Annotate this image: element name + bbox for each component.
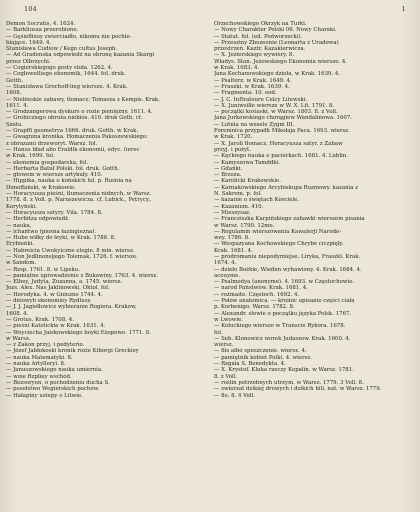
text-line: Erybieńki. <box>6 241 35 248</box>
text-line: biające. 1649. 4. <box>6 39 52 46</box>
text-line: w Lwowie. <box>214 316 244 323</box>
text-line: — dzieło Bożkie, Wieden wyhawiony. 4. Krak. 1684. 4. <box>214 266 362 273</box>
text-line: w Krak. 1720. <box>214 134 253 141</box>
text-line: — nauka Matematyki. 8. <box>6 354 73 361</box>
text-line: — Horacyusza satyry. Vila. 1784. 8. <box>6 209 103 216</box>
text-line: przez Olbrzychi. <box>6 58 51 65</box>
text-line: — Nowy Charakter Polski 06. Nowy Charaki. <box>214 27 337 34</box>
text-line: 1778. 8. z Voll. p. Naruszewicza. cf. Lubick., Petrycy., <box>6 197 152 204</box>
text-line: — Józef Jabłokoski kronik rózie Kiborgi Greckiey <box>6 348 139 355</box>
text-line: przyj. i pożyt. <box>214 146 251 153</box>
text-line: — Karnakowskiego Arcybiskupa Rozmowy. kazania z <box>214 184 359 191</box>
text-line: — Lutnia na wesele Zygm III. <box>214 121 295 128</box>
text-line: — Francziszka Karpińskiego zabawki wierszem pisania <box>214 216 365 223</box>
text-line: Jana Kochanowskiego dzieła, w Krak. 1639. 4. <box>214 71 341 78</box>
text-line: — Psalterz. w Krak. 1649. 4. <box>214 77 292 84</box>
text-line: w Sandom. <box>6 260 37 267</box>
text-line: p. Korbenigo. Warsz. 1782. 8. <box>214 304 295 311</box>
text-line: — Połów anatomica. — kroinic opisanie części ciała <box>214 298 355 305</box>
text-line: — Grotus. Krak. 1708. 4. <box>6 316 74 323</box>
text-line: Władys. Stan. Jeżowskiego Ekonomia wiersze. 4. <box>214 58 347 65</box>
text-line: — Rzsp. 1761. 8. w Lipsku. <box>6 266 80 273</box>
text-line: — Elbey, Judyta, Zuzanna, a. 1745. wiersz. <box>6 279 123 286</box>
text-line: Orzechowskiego Okrzyk na Turki. <box>214 21 307 27</box>
text-line: — pieśni Katolickie w Krak. 1631. 4. <box>6 323 106 330</box>
text-line: — Januszowskiego nauka umiernia. <box>6 367 103 374</box>
text-line: — Herodyka. 4. w Gniezno 1744. 4. <box>6 291 103 298</box>
text-line: — Hippika, nauka o końskich fol. p. Ruśnia na <box>6 178 132 185</box>
text-line: — Barkliusza przerobione. <box>6 27 79 34</box>
right-column <box>214 21 416 399</box>
text-line: — narod Państwów. Krak. 1681. 4. <box>214 285 308 292</box>
text-line: — woie Rzpliey wschód. <box>6 373 72 380</box>
text-line: Jozs. Alex. Nas Jaklinowski, Oktol. fol. <box>6 285 110 292</box>
text-line: — X. Juniwsiłłe wiersze w W. X. Lit. 1791. 8. <box>214 102 335 109</box>
text-columns <box>6 21 416 399</box>
text-line: — Herbitza odpowiedź. <box>6 216 70 223</box>
text-line: 1608. 4. <box>6 310 29 317</box>
text-line: — Herbarta Batuł Polski. fol. druk. Gotth. <box>6 165 120 172</box>
text-line: w Krak. 1683. 4. <box>214 65 260 72</box>
text-line: Korytyński. <box>6 203 37 210</box>
text-line: — Hanus bład abo Eraldik ekonomii, edyc. (ierec <box>6 146 140 153</box>
text-line: — Przesziny Zbozeonie (Leonarta z Uradowa) <box>214 39 339 46</box>
text-line: wiersz. <box>214 342 234 349</box>
text-line: Gotth. <box>6 77 24 84</box>
text-line: Szotu. <box>6 121 24 128</box>
text-line: — posełstwo Wegierskich pochów. <box>6 386 100 393</box>
text-line: 1611. 4. <box>6 102 29 109</box>
text-line: Jana Jurkowskiego chorągiew Wandalinowa. 1607. <box>214 115 352 122</box>
text-line: w Krak. 1699. fol. <box>6 153 55 160</box>
text-line: — Karolicki Krakowskie. <box>214 178 281 185</box>
text-line: — Gęśieflixoy zwierciadło, nikomu nie pochle- <box>6 33 132 40</box>
text-line: 8. z Voll. <box>214 373 238 380</box>
text-line: — Gwagnina kronika. Homaczenia Pakoszewskiego: <box>6 134 148 141</box>
text-line: — Kazaniem. 410. <box>214 203 264 210</box>
text-line: — Stanisława Grochoff-lieg wiersze. 4. Krak. <box>6 83 128 90</box>
text-line: — Cogierskiegogo gosty stoła. 1262. 4. <box>6 65 113 72</box>
text-line: — Hałapiny ustepy o Litwie. <box>6 392 83 399</box>
text-line: 1674. 4. <box>214 260 237 267</box>
text-line: — ichańtwo (piosna łazingiezna). <box>6 228 97 235</box>
text-line: — Fragmenta. 10. eod. <box>214 90 277 97</box>
text-line: — prodromaniu niepodymiejse. Liryka, Fraszki. Krak. <box>214 253 361 260</box>
text-line: — Bezsoryon, o pochodzeniu ducha S. <box>6 379 110 386</box>
text-line: — Kołuckiego wiersze w Transcie Rykora. 1678. <box>214 323 346 330</box>
page-header <box>6 3 416 15</box>
header-left-mark: 104 <box>24 5 38 13</box>
text-line: — Alexandr. słowie o początku języka Polsk. 1767. <box>214 310 352 317</box>
text-line: Krak. 1681. 4. <box>214 247 253 254</box>
text-line: — Mieszysaz. <box>214 209 251 216</box>
text-line: — Kęckiego nauka o pacierkach. 1681. 4. Lublin. <box>214 153 348 160</box>
text-line: — Cegłowetliego ekonomik, 1644. fol. druk. <box>6 71 126 78</box>
text-line: — J. J. Jagiełłowicz wybieranie Rogiera. Krakow, <box>6 304 137 311</box>
text-line: — Habreicia Uwokyiczne elegie. 8 min. wiersz. <box>6 247 135 254</box>
text-line: — z Zakon przyj. i pedyterio. <box>6 342 85 349</box>
text-line: — Seb. Klonowicz worek Judaszow. Krak. 1600. 4. <box>214 335 351 342</box>
text-line: — Horacyusza pieśni, tłumaczenia nidnych, w Warsz. <box>6 191 152 198</box>
text-line: wey. 1786. 8. <box>214 235 250 242</box>
text-line: — Statut. fol. (ed. Podworzeckí). <box>214 33 303 40</box>
text-line: — flis albo spuszczenie. wiersz. 4. <box>214 348 307 355</box>
text-line: acouyme. <box>214 272 241 279</box>
text-line: — głowem w wiersze artykuły. 410. <box>6 172 103 179</box>
text-line: — nauka Artylleryi. 8. <box>6 361 66 368</box>
text-line: — zwierzat dzikiej drowych i dzikich hili. nat. w Warsz. 1779. <box>214 386 382 393</box>
text-line: — pamiętne uprowadzenie z Bukowiny. 1763. 4. wiersz. <box>6 272 158 279</box>
text-line: — Woyciecha Jaiskowskiego boyki Ezopowe. 1771. 8. <box>6 329 151 336</box>
text-line: — Niebieskie zabawy, tłomacz: Tomasza z Kempis. Krak. <box>6 96 160 103</box>
text-line: — Non Jedlinonsijego Tolemak. 1726. f. wiersze. <box>6 253 138 260</box>
text-line: — Rzgala S. Benedykta. 4. <box>214 361 286 368</box>
text-line: — X. Jaroli tłomacz. Horacyusza satyr. z Zabaw <box>214 140 343 147</box>
text-line: — Regulamin wierszowania Kawalerji Narodo- <box>214 228 342 235</box>
text-line: — Wespazyana Kochowskiego Chrybe ciczpięły. <box>214 241 344 248</box>
text-line: w Warsz. <box>6 335 31 342</box>
text-line: — roślin potrzebnych utrzym. w Warsz. 1779. 3 Voll. 8. <box>214 379 364 386</box>
text-line: — kazanie o świętach Kościele. <box>214 197 300 204</box>
text-line: — Grapffi geometrya 1666. druk. Gotth. w Krak. <box>6 128 139 135</box>
text-line: — Grobicziego obroża niebios. 410. druk Goth. cf. <box>6 115 143 122</box>
text-line: Donoffański, w Krakowie. <box>6 184 76 191</box>
text-line: w Warsz. 1790. 12mo. <box>214 222 275 229</box>
text-line: — nauka, <box>6 222 32 229</box>
text-line: Demon Socratis, 4. 1624. <box>6 21 76 27</box>
text-line: — początki kośiaski, w Warsz. 1803. 8. z Voll. <box>214 109 338 116</box>
text-line: — pamiętnik kobiet Polki. 4. wiersz. <box>214 354 312 361</box>
text-line: — Fraszki. w Krak. 1639. 4. <box>214 83 290 90</box>
text-line: N. Sakrom. p. fol. <box>214 191 262 198</box>
text-line: — ekonomia gospodarska, fol. <box>6 159 89 166</box>
text-line: — rożmaite. Częstoch. 1692. 4. <box>214 291 300 298</box>
text-line: — Brzoza. <box>214 172 242 179</box>
text-line: — Hube wiłky do łeyki, w Krak. 1788. 8. <box>6 235 116 242</box>
text-line: — Kamyszowa Tamddki. <box>214 159 281 166</box>
text-line: z obrazami drzeworyt. Warsz. fol. <box>6 140 98 147</box>
text-line: — 8o. 8. 4 Voll. <box>214 392 255 399</box>
text-line: — dniowyh ekonomiey Rydlusy. <box>6 298 92 305</box>
text-line: Foremnica przypadk Mikołaja Paca. 1693. wiersz. <box>214 128 350 135</box>
text-line: przestrzeń. Kaztr. Kazakierwicza. <box>214 46 306 53</box>
text-line: — J. C. Inftrateure Celcy Litewski. <box>214 96 308 103</box>
text-line: — X. Krystof. Kluka rzeczy Kopalin. w Warsz. 1781. <box>214 367 354 374</box>
text-line: — Psalmodya (anonyme). 4. 1693. w Częstochowie. <box>214 279 355 286</box>
header-right-mark: 1 <box>401 5 406 13</box>
text-line: — X. Jezierskiego wywiery. 8. <box>214 52 295 59</box>
text-line: — Grodzangerowa dyskurs o rozie pieniężny. 1611. 4. <box>6 109 153 116</box>
text-line: — Ad Gradenska odpowiedź na obronę kazania Skargi <box>6 52 155 59</box>
left-column <box>6 21 208 399</box>
text-line: Stanisława Cudiow / Kego cultus Joseph. <box>6 46 118 53</box>
text-line: — Gdańki. <box>214 165 243 172</box>
text-line: fol. <box>214 329 223 336</box>
text-line: 1608. <box>6 90 22 97</box>
